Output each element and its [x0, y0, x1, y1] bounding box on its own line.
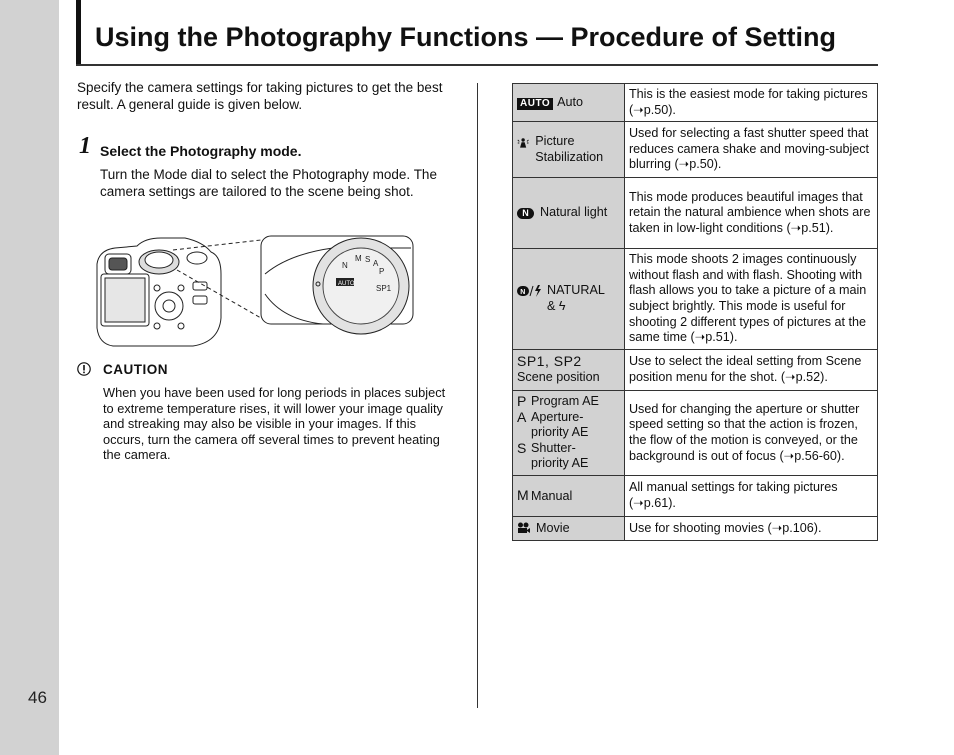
mode-description: Used for selecting a fast shutter speed that reduces camera shake and moving-subject blurring (➝p.50). — [624, 122, 877, 178]
mode-cell-auto — [513, 84, 625, 122]
dial-s: S — [365, 255, 371, 264]
shutter-priority-letter: S — [517, 439, 527, 456]
shutter-priority-label: Shutter-priority AE — [531, 440, 589, 471]
mode-cell-natural-light — [513, 178, 625, 249]
dial-n: N — [342, 261, 348, 270]
auto-badge-icon: AUTO — [517, 98, 553, 110]
aperture-priority-label: Aperture-priority AE — [531, 409, 589, 440]
mode-description: All manual settings for taking pictures (➝p.61). — [624, 476, 877, 517]
intro-text: Specify the camera settings for taking pictures to get the best result. A general guide is given below. — [77, 80, 443, 112]
step-title: Select the Photography mode. — [100, 143, 302, 159]
table-row — [513, 476, 878, 517]
mode-label: Auto — [557, 94, 584, 109]
camera-body-drawing — [97, 238, 221, 346]
mode-label: Scene position — [517, 370, 600, 384]
program-ae-letter: P — [517, 393, 527, 410]
dial-auto: AUTO — [338, 281, 355, 287]
table-row — [513, 391, 878, 476]
svg-text:N: N — [520, 289, 526, 297]
caution-text: When you have been used for long periods in places subject to extreme temperature rises, it will lower your image quality and streaking may also be visible in your images. If this occurs, turn the camera off several times to prevent heating the camera. — [103, 385, 446, 463]
column-divider — [477, 83, 478, 708]
page-gutter — [0, 0, 59, 755]
manual-letter: M — [517, 486, 529, 503]
mode-cell-picture-stabilization — [513, 122, 625, 178]
mode-description: Use to select the ideal setting from Scene position menu for the shot. (➝p.52). — [624, 350, 877, 391]
natural-flash-icon — [517, 285, 543, 297]
caution-icon — [77, 362, 91, 376]
mode-description: Use for shooting movies (➝p.106). — [624, 517, 877, 541]
dial-m: M — [355, 254, 362, 263]
mode-cell-movie — [513, 517, 625, 541]
mode-dial-closeup — [261, 236, 413, 334]
movie-icon — [517, 522, 531, 534]
program-ae-label: Program AE — [531, 394, 599, 409]
page-number: 46 — [28, 688, 47, 707]
caution-label: CAUTION — [103, 362, 168, 377]
title-rule — [76, 64, 878, 66]
table-row — [513, 84, 878, 122]
mode-label: Natural light — [540, 205, 608, 220]
mode-cell-manual — [513, 476, 625, 517]
photography-mode-table — [512, 83, 878, 541]
table-row — [513, 249, 878, 350]
dial-p: P — [379, 267, 385, 276]
mode-description: This is the easiest mode for taking pictures (➝p.50). — [624, 84, 877, 122]
mode-label: Picture Stabilization — [535, 133, 604, 164]
scene-position-code: SP1, SP2 — [517, 353, 582, 370]
mode-cell-program-aperture-shutter — [513, 391, 625, 476]
table-row — [513, 122, 878, 178]
mode-cell-natural-flash — [513, 249, 625, 350]
step-number: 1 — [79, 133, 91, 159]
picture-stabilization-icon — [517, 136, 529, 150]
camera-mode-dial-illustration — [93, 234, 415, 350]
mode-label: Manual — [531, 488, 573, 503]
dial-a: A — [373, 259, 379, 268]
page-title: Using the Photography Functions — Procedure of Setting — [95, 22, 837, 52]
mode-label: Movie — [536, 520, 570, 535]
mode-label: NATURAL & ϟ — [547, 283, 605, 313]
dial-sp: SP1 — [376, 284, 392, 293]
step-text: Turn the Mode dial to select the Photography mode. The camera settings are tailored to the scene being shot. — [100, 167, 437, 199]
natural-light-icon: N — [517, 208, 534, 219]
table-row — [513, 178, 878, 249]
table-row — [513, 350, 878, 391]
table-row — [513, 517, 878, 541]
title-accent-bar — [76, 0, 81, 66]
mode-cell-scene-position — [513, 350, 625, 391]
mode-description: This mode produces beautiful images that retain the natural ambience when shots are taken in low-light conditions (➝p.51). — [624, 178, 877, 249]
mode-description: Used for changing the aperture or shutter speed setting so that the action is frozen, the flow of the motion is conveyed, or the background is out of focus (➝p.56-60). — [624, 391, 877, 476]
aperture-priority-letter: A — [517, 408, 527, 425]
mode-description: This mode shoots 2 images continuously without flash and with flash. Shooting with flash allows you to take a picture of a main subject brightly. This mode is useful for shooting 2 different types of pictures at the same time (➝p.51). — [624, 249, 877, 350]
